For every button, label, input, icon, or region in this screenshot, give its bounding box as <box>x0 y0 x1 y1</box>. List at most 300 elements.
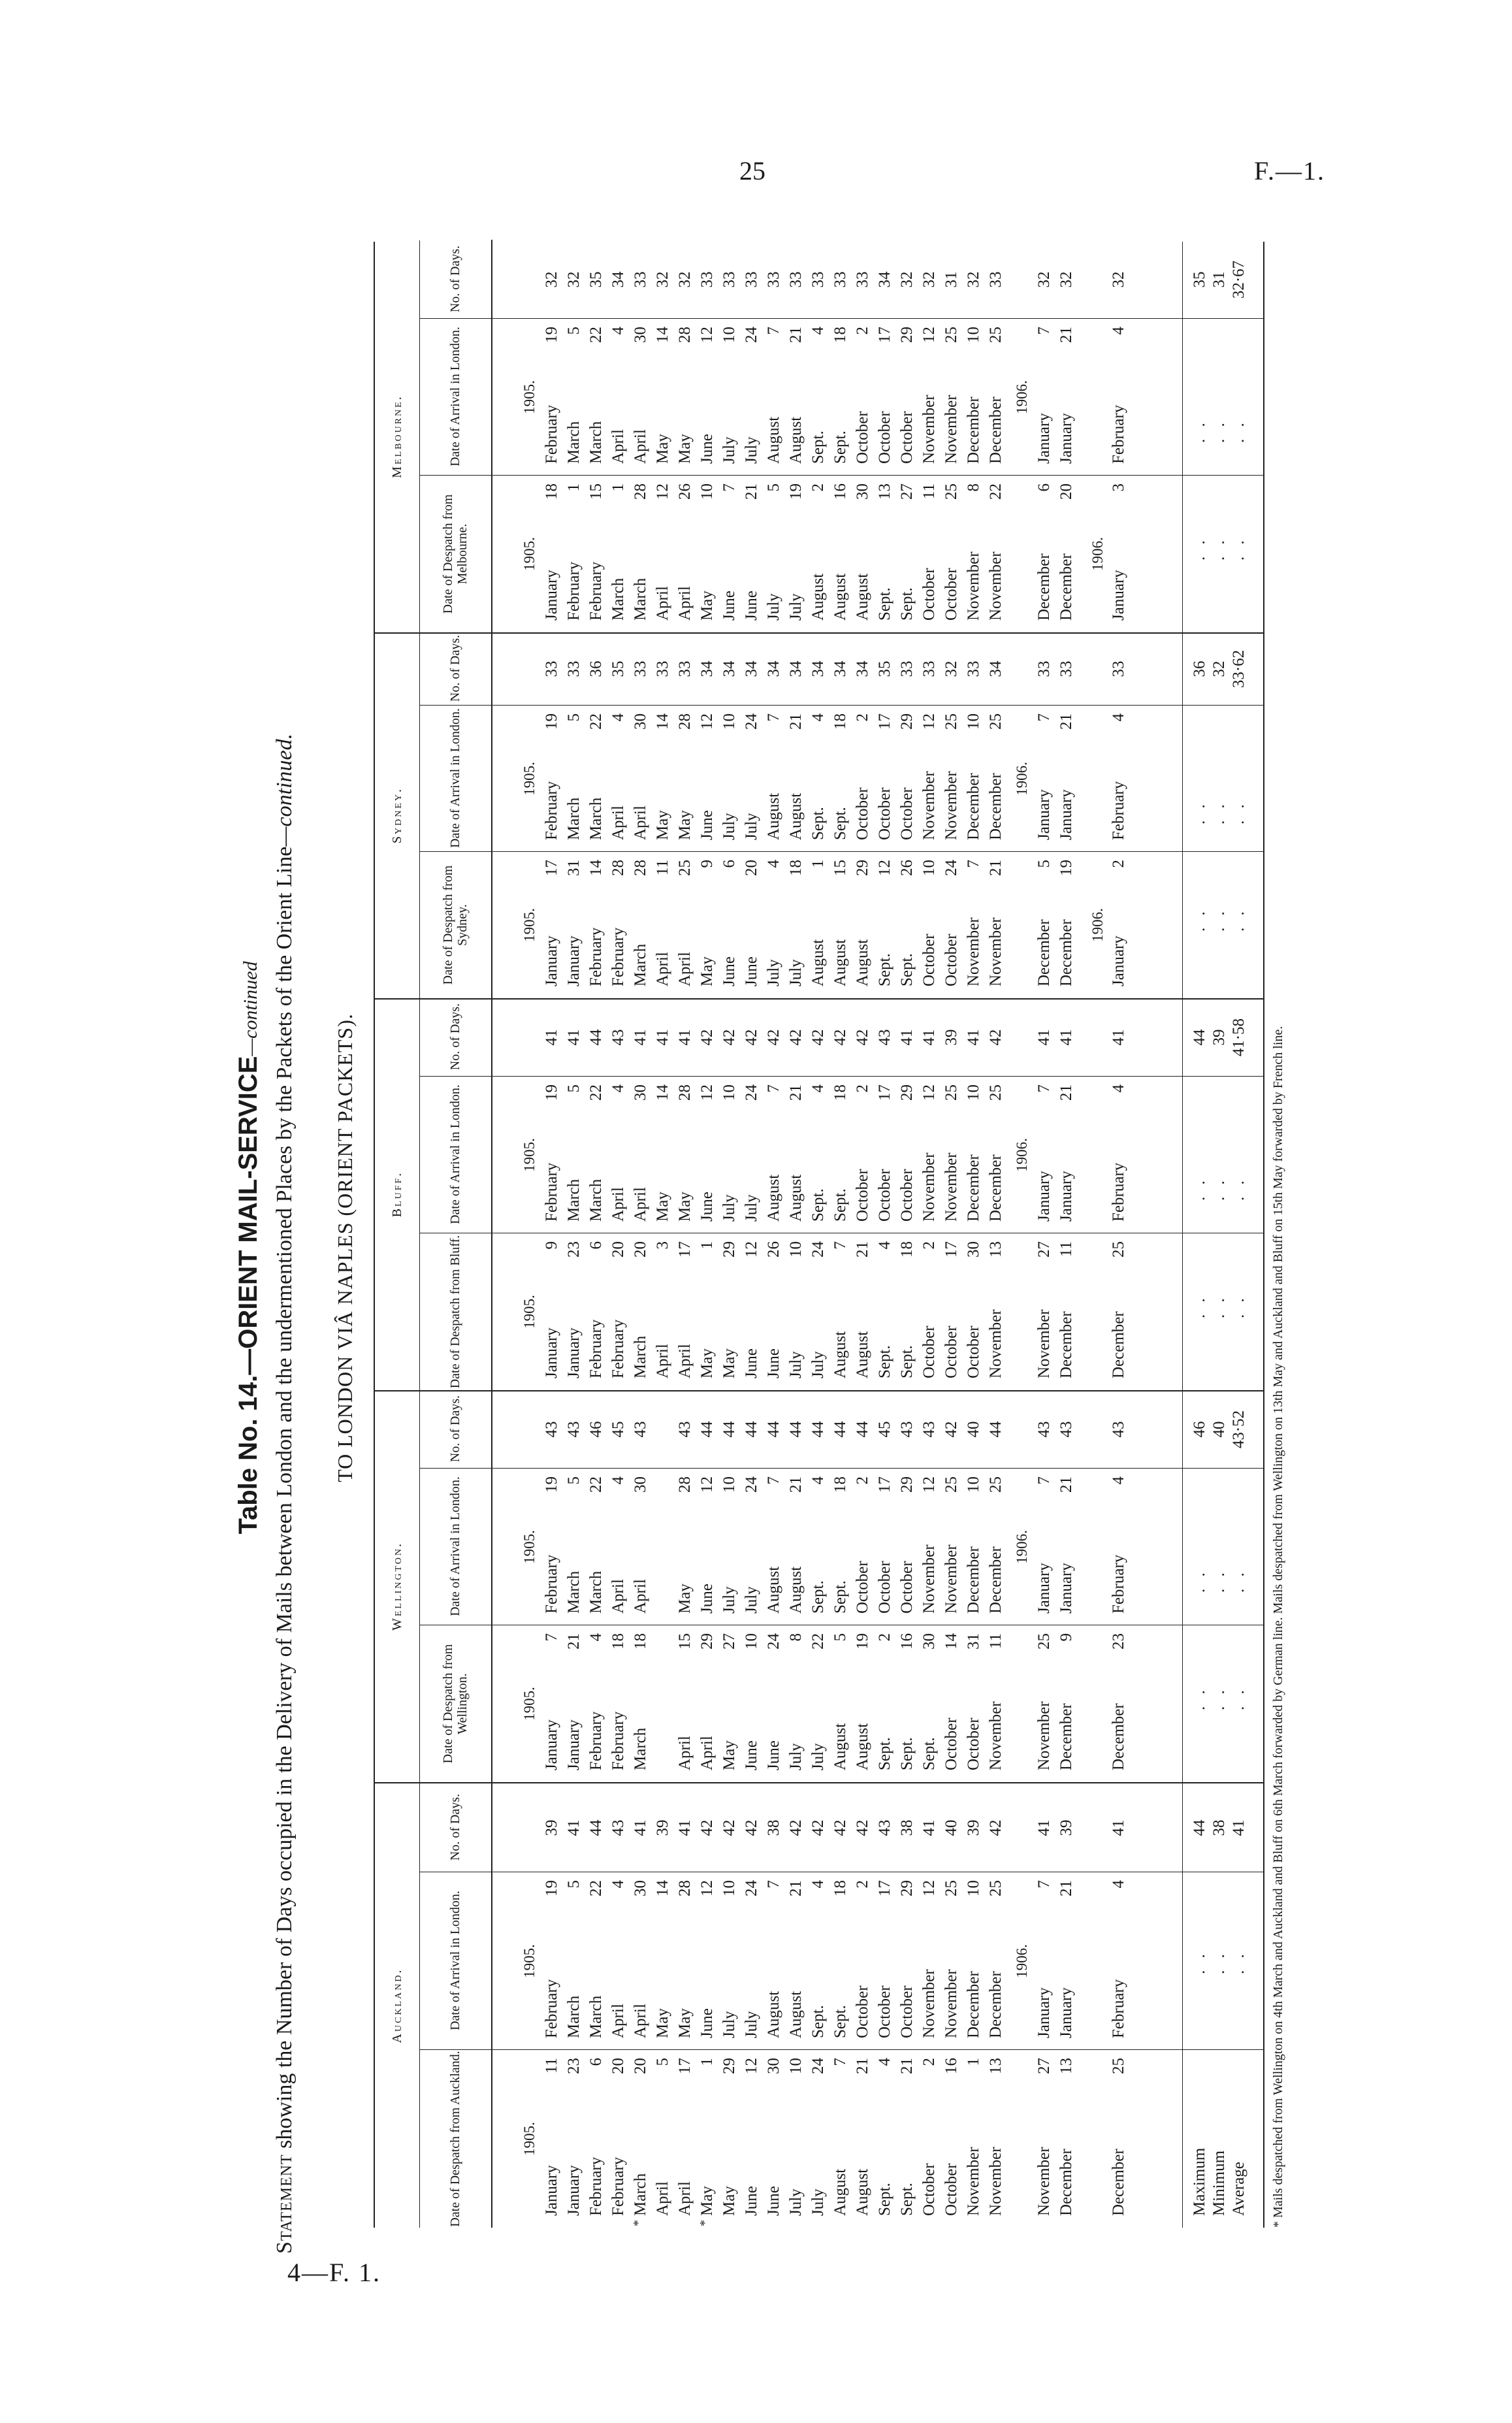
arrival-month: March <box>587 1995 605 2038</box>
summary-dots: . . <box>1230 800 1247 824</box>
despatch-day: 17 <box>942 1241 960 1258</box>
arrival-month: August <box>787 1991 805 2038</box>
despatch-day: 23 <box>565 2058 583 2074</box>
statement-lead: Statement <box>272 2154 297 2254</box>
despatch-month: October <box>920 1325 938 1378</box>
days-value: 42 <box>720 1029 738 1046</box>
days-column-header: No. of Days. <box>419 1783 492 1872</box>
arrival-month: November <box>920 395 938 464</box>
year-label: 1906. <box>1014 1944 1030 1978</box>
despatch-month: August <box>831 1723 849 1770</box>
despatch-month: June <box>765 1740 782 1770</box>
arrival-day: 10 <box>720 1084 738 1101</box>
despatch-day: 30 <box>920 1633 938 1650</box>
arrival-day: 30 <box>632 1880 649 1896</box>
days-value: 35 <box>587 271 605 288</box>
arrival-day: 19 <box>543 1084 560 1101</box>
arrival-month: November <box>942 395 960 464</box>
arrival-day: 25 <box>942 1880 960 1896</box>
summary-dots: . . <box>1230 1686 1247 1710</box>
arrival-month: February <box>1110 1554 1127 1614</box>
days-value: 42 <box>831 1029 849 1046</box>
days-value: 34 <box>720 660 738 677</box>
summary-label: Minimum <box>1210 2150 1228 2216</box>
arrival-month: July <box>743 436 760 464</box>
arrival-month: October <box>898 787 916 840</box>
arrival-month: February <box>543 1979 560 2038</box>
despatch-month: October <box>942 934 960 986</box>
despatch-month: January <box>543 1719 560 1770</box>
despatch-day: 17 <box>676 2058 694 2074</box>
column-divider <box>491 318 1263 319</box>
arrival-day: 29 <box>898 327 916 343</box>
despatch-day: 11 <box>987 1633 1005 1650</box>
arrival-day: 30 <box>632 327 649 343</box>
arrival-day: 2 <box>854 1084 871 1093</box>
arrival-day: 29 <box>898 1084 916 1101</box>
despatch-day: 5 <box>831 1633 849 1642</box>
summary-dots: . . <box>1230 1950 1247 1974</box>
arrival-day: 12 <box>698 1476 716 1493</box>
despatch-month: April <box>654 1344 671 1378</box>
days-value: 41 <box>632 1029 649 1046</box>
despatch-column-header: Date of Despatch from Melbourne. <box>419 476 492 632</box>
despatch-day: 8 <box>787 1633 805 1642</box>
arrival-day: 17 <box>876 327 893 343</box>
arrival-day: 10 <box>965 1476 982 1493</box>
arrival-day: 22 <box>587 1476 605 1493</box>
days-value: 46 <box>587 1421 605 1438</box>
arrival-month: April <box>609 2004 627 2038</box>
arrival-month: February <box>1110 404 1127 464</box>
despatch-day: 10 <box>743 1633 760 1650</box>
arrival-month: April <box>609 429 627 464</box>
arrival-month: Sept. <box>831 431 849 464</box>
arrival-month: June <box>698 2008 716 2038</box>
arrival-day: 17 <box>876 1476 893 1493</box>
arrival-day: 10 <box>965 713 982 730</box>
arrival-month: November <box>942 1152 960 1222</box>
despatch-month: August <box>854 573 871 621</box>
days-value: 35 <box>609 660 627 677</box>
despatch-day: 18 <box>543 483 560 500</box>
despatch-day: 28 <box>609 860 627 876</box>
days-value: 41 <box>920 1029 938 1046</box>
arrival-month: Sept. <box>809 2005 827 2038</box>
despatch-day: 6 <box>587 2058 605 2066</box>
summary-days-value: 38 <box>1210 1819 1228 1836</box>
arrival-column-header: Date of Arrival in London. <box>419 1872 492 2050</box>
despatch-day: 29 <box>854 860 871 876</box>
despatch-day: 1 <box>698 1241 716 1250</box>
despatch-day: 20 <box>632 1241 649 1258</box>
despatch-day: 15 <box>587 483 605 500</box>
despatch-day: 7 <box>965 860 982 868</box>
section-sydney <box>375 632 1263 1000</box>
arrival-month: April <box>632 2004 649 2038</box>
arrival-month: July <box>743 1586 760 1614</box>
arrival-month: November <box>942 1969 960 2038</box>
days-value: 34 <box>698 660 716 677</box>
arrival-day: 30 <box>632 1084 649 1101</box>
days-value: 34 <box>987 660 1005 677</box>
days-value: 43 <box>543 1421 560 1438</box>
arrival-day: 18 <box>831 327 849 343</box>
days-value: 33 <box>787 271 805 288</box>
days-value: 34 <box>809 660 827 677</box>
arrival-day: 4 <box>1110 1476 1127 1485</box>
days-value: 41 <box>1035 1819 1053 1836</box>
days-column-header: No. of Days. <box>419 998 492 1077</box>
despatch-month: August <box>854 939 871 986</box>
despatch-day: 19 <box>787 483 805 500</box>
arrival-month: Sept. <box>809 1188 827 1222</box>
arrival-day: 28 <box>676 1880 694 1896</box>
despatch-month: April <box>676 2181 694 2216</box>
despatch-month: February <box>587 2156 605 2216</box>
despatch-day: 4 <box>587 1633 605 1642</box>
despatch-month: December <box>1110 1703 1127 1770</box>
arrival-month: March <box>565 797 583 840</box>
despatch-day: 21 <box>854 1241 871 1258</box>
days-value: 33 <box>965 660 982 677</box>
arrival-day: 4 <box>1110 327 1127 335</box>
arrival-month: February <box>1110 1979 1127 2038</box>
arrival-day: 7 <box>1035 1084 1053 1093</box>
despatch-month: August <box>854 2168 871 2216</box>
summary-label: Average <box>1230 2162 1247 2216</box>
arrival-month: August <box>765 1991 782 2038</box>
despatch-day: 11 <box>654 860 671 876</box>
despatch-month: August <box>854 1723 871 1770</box>
despatch-day: 20 <box>1057 483 1075 500</box>
arrival-day: 24 <box>743 1880 760 1896</box>
days-value: 34 <box>743 660 760 677</box>
arrival-day: 28 <box>676 713 694 730</box>
days-value: 34 <box>876 271 893 288</box>
summary-dots: . . <box>1191 907 1208 932</box>
section-heading: Auckland. <box>375 1783 420 2228</box>
arrival-month: October <box>876 411 893 464</box>
summary-days-value: 32·67 <box>1230 260 1247 299</box>
days-value: 41 <box>965 1029 982 1046</box>
summary-dots: . . <box>1191 1686 1208 1710</box>
arrival-month: Sept. <box>831 807 849 840</box>
section-heading: Melbourne. <box>375 240 420 632</box>
arrival-day: 4 <box>609 1084 627 1093</box>
despatch-day: 21 <box>854 2058 871 2074</box>
arrival-day: 4 <box>809 1476 827 1485</box>
arrival-month: October <box>876 1985 893 2038</box>
arrival-day: 22 <box>587 1880 605 1896</box>
despatch-column-header: Date of Despatch from Auckland. <box>419 2050 492 2228</box>
table-title <box>234 242 263 2254</box>
summary-dots: . . <box>1191 800 1208 824</box>
despatch-month: October <box>942 2163 960 2216</box>
despatch-day: 15 <box>676 1633 694 1650</box>
arrival-day: 25 <box>942 1476 960 1493</box>
despatch-month: January <box>1110 570 1127 621</box>
despatch-day: 6 <box>587 1241 605 1250</box>
despatch-month: December <box>1057 2149 1075 2216</box>
despatch-month: January <box>565 2165 583 2216</box>
arrival-month: December <box>987 773 1005 840</box>
despatch-month: March <box>632 1335 649 1378</box>
despatch-month: January <box>1110 935 1127 986</box>
despatch-day: 2 <box>920 1241 938 1250</box>
despatch-month: February <box>587 927 605 986</box>
section-auckland <box>375 1783 1263 2228</box>
arrival-month: December <box>965 397 982 464</box>
days-value: 42 <box>743 1819 760 1836</box>
arrival-month: March <box>565 1179 583 1222</box>
despatch-month: Sept. <box>876 587 893 621</box>
days-value: 41 <box>1035 1029 1053 1046</box>
despatch-day: 25 <box>1035 1633 1053 1650</box>
arrival-month: August <box>765 416 782 464</box>
despatch-month: July <box>765 959 782 986</box>
arrival-day: 19 <box>543 1476 560 1493</box>
days-value: 41 <box>1110 1819 1127 1836</box>
arrival-day: 12 <box>698 1880 716 1896</box>
despatch-month: January <box>543 570 560 621</box>
arrival-month: April <box>609 1187 627 1222</box>
days-value: 39 <box>654 1819 671 1836</box>
days-value: 43 <box>1057 1421 1075 1438</box>
days-value: 33 <box>987 271 1005 288</box>
arrival-day: 25 <box>987 327 1005 343</box>
arrival-day: 25 <box>942 1084 960 1101</box>
despatch-day: 31 <box>565 860 583 876</box>
arrival-month: October <box>876 1169 893 1222</box>
summary-label: Maximum <box>1191 2147 1208 2216</box>
summary-dots: . . <box>1210 1569 1228 1593</box>
arrival-day: 2 <box>854 1476 871 1485</box>
days-value: 42 <box>765 1029 782 1046</box>
days-value: 39 <box>543 1819 560 1836</box>
days-value: 44 <box>787 1421 805 1438</box>
summary-dots: . . <box>1210 1686 1228 1710</box>
summary-dots: . . <box>1210 800 1228 824</box>
days-value: 33 <box>676 660 694 677</box>
despatch-month: June <box>765 1348 782 1378</box>
arrival-month: May <box>654 2008 671 2038</box>
despatch-month: April <box>676 1344 694 1378</box>
summary-dots: . . <box>1210 907 1228 932</box>
despatch-month: October <box>942 1717 960 1770</box>
days-value: 44 <box>720 1421 738 1438</box>
arrival-day: 4 <box>609 1880 627 1889</box>
despatch-month: May <box>698 956 716 986</box>
arrival-month: June <box>698 434 716 464</box>
arrival-day: 28 <box>676 1476 694 1493</box>
despatch-month: April <box>654 586 671 621</box>
despatch-month: August <box>831 939 849 986</box>
summary-days-value: 36 <box>1191 660 1208 677</box>
despatch-month: November <box>965 2147 982 2216</box>
despatch-month: February <box>565 561 583 621</box>
despatch-month: January <box>565 935 583 986</box>
arrival-day: 7 <box>765 327 782 335</box>
arrival-day: 25 <box>942 327 960 343</box>
days-value: 32 <box>898 271 916 288</box>
days-value: 41 <box>920 1819 938 1836</box>
summary-days-value: 33·62 <box>1230 649 1247 689</box>
days-value: 32 <box>965 271 982 288</box>
arrival-month: October <box>854 1169 871 1222</box>
arrival-day: 12 <box>920 1880 938 1896</box>
despatch-month: March <box>609 577 627 621</box>
statement-suffix: —continued. <box>272 733 297 847</box>
despatch-month: Sept. <box>898 587 916 621</box>
days-value: 43 <box>676 1421 694 1438</box>
despatch-day: 30 <box>965 1241 982 1258</box>
despatch-month: November <box>987 917 1005 986</box>
despatch-day: 21 <box>565 1633 583 1650</box>
days-value: 32 <box>676 271 694 288</box>
arrival-day: 17 <box>876 713 893 730</box>
arrival-day: 7 <box>765 1476 782 1485</box>
days-value: 44 <box>587 1029 605 1046</box>
despatch-month: July <box>809 1743 827 1770</box>
days-value: 41 <box>1057 1029 1075 1046</box>
despatch-day: 29 <box>720 1241 738 1258</box>
despatch-day: 27 <box>1035 2058 1053 2074</box>
despatch-month: February <box>609 2156 627 2216</box>
arrival-day: 21 <box>787 713 805 730</box>
section-bluff <box>375 998 1263 1391</box>
arrival-day: 21 <box>787 1476 805 1493</box>
arrival-day: 21 <box>787 1084 805 1101</box>
year-label: 1905. <box>521 2122 538 2156</box>
despatch-day: 26 <box>676 483 694 500</box>
arrival-day: 2 <box>854 713 871 722</box>
despatch-day: 16 <box>831 483 849 500</box>
despatch-day: 1 <box>698 2058 716 2066</box>
days-value: 33 <box>632 660 649 677</box>
arrival-day: 12 <box>698 1084 716 1101</box>
arrival-month: May <box>676 2008 694 2038</box>
arrival-month: December <box>965 1154 982 1222</box>
arrival-day: 29 <box>898 713 916 730</box>
days-value: 36 <box>587 660 605 677</box>
year-label: 1906. <box>1089 908 1106 942</box>
arrival-month: January <box>1057 413 1075 464</box>
arrival-month: August <box>787 416 805 464</box>
arrival-month: April <box>632 805 649 840</box>
despatch-month: December <box>1057 919 1075 986</box>
arrival-month: August <box>765 792 782 840</box>
year-label: 1905. <box>521 1687 538 1721</box>
arrival-month: March <box>587 1179 605 1222</box>
summary-dots: . . <box>1210 536 1228 561</box>
days-value: 33 <box>898 660 916 677</box>
days-value: 34 <box>831 660 849 677</box>
arrival-day: 4 <box>1110 1880 1127 1889</box>
arrival-day: 14 <box>654 713 671 730</box>
despatch-month: August <box>831 1331 849 1378</box>
despatch-month: April <box>654 952 671 986</box>
summary-days-value: 41 <box>1230 1819 1247 1836</box>
despatch-month: June <box>743 2186 760 2216</box>
arrival-day: 29 <box>898 1476 916 1493</box>
days-value: 44 <box>831 1421 849 1438</box>
arrival-day: 10 <box>720 713 738 730</box>
arrival-month: February <box>543 1162 560 1222</box>
days-value: 43 <box>1110 1421 1127 1438</box>
days-value: 42 <box>698 1819 716 1836</box>
arrival-month: March <box>565 1570 583 1614</box>
arrival-month: December <box>965 773 982 840</box>
despatch-day: 3 <box>1110 483 1127 492</box>
summary-dots: . . <box>1191 1569 1208 1593</box>
section-heading: Sydney. <box>375 632 420 998</box>
arrival-day: 5 <box>565 1880 583 1889</box>
despatch-month: December <box>1035 919 1053 986</box>
days-value: 34 <box>787 660 805 677</box>
despatch-month: August <box>854 1331 871 1378</box>
arrival-month: March <box>587 1570 605 1614</box>
arrival-month: May <box>676 810 694 840</box>
despatch-month: March <box>632 1727 649 1770</box>
despatch-day: 29 <box>720 2058 738 2074</box>
arrival-month: March <box>565 1995 583 2038</box>
despatch-day: 11 <box>543 2058 560 2074</box>
days-value: 32 <box>1110 271 1127 288</box>
arrival-month: August <box>787 1566 805 1614</box>
arrival-month: July <box>720 2011 738 2038</box>
despatch-month: Sept. <box>876 1737 893 1770</box>
days-value: 32 <box>920 271 938 288</box>
despatch-day: 2 <box>809 483 827 492</box>
days-value: 41 <box>654 1029 671 1046</box>
days-value: 42 <box>720 1819 738 1836</box>
arrival-day: 7 <box>1035 1476 1053 1485</box>
despatch-month: October <box>965 1717 982 1770</box>
despatch-day: 10 <box>787 2058 805 2074</box>
summary-dots: . . <box>1191 419 1208 443</box>
despatch-day: 9 <box>698 860 716 868</box>
despatch-month: Sept. <box>898 953 916 986</box>
days-value: 44 <box>987 1421 1005 1438</box>
arrival-month: October <box>898 1561 916 1614</box>
despatch-month: October <box>920 934 938 986</box>
arrival-column-header: Date of Arrival in London. <box>419 1076 492 1233</box>
days-column-header: No. of Days. <box>419 1390 492 1469</box>
days-value: 33 <box>765 271 782 288</box>
summary-dots: . . <box>1210 1294 1228 1318</box>
despatch-month: October <box>942 1325 960 1378</box>
despatch-day: 19 <box>1057 860 1075 876</box>
despatch-month: November <box>987 1309 1005 1378</box>
despatch-month: July <box>765 593 782 621</box>
despatch-month: June <box>765 2186 782 2216</box>
arrival-day: 5 <box>565 1476 583 1485</box>
arrival-day: 25 <box>987 713 1005 730</box>
summary-dots: . . <box>1191 536 1208 561</box>
despatch-day: 16 <box>898 1633 916 1650</box>
year-label: 1905. <box>521 1138 538 1172</box>
arrival-day: 14 <box>654 327 671 343</box>
despatch-month: April <box>698 1736 716 1770</box>
arrival-month: November <box>942 771 960 840</box>
despatch-day: 27 <box>898 483 916 500</box>
despatch-month: July <box>787 1351 805 1378</box>
arrival-day: 5 <box>565 713 583 722</box>
despatch-day: 18 <box>898 1241 916 1258</box>
year-label: 1905. <box>521 1944 538 1978</box>
arrival-day: 10 <box>965 1880 982 1896</box>
